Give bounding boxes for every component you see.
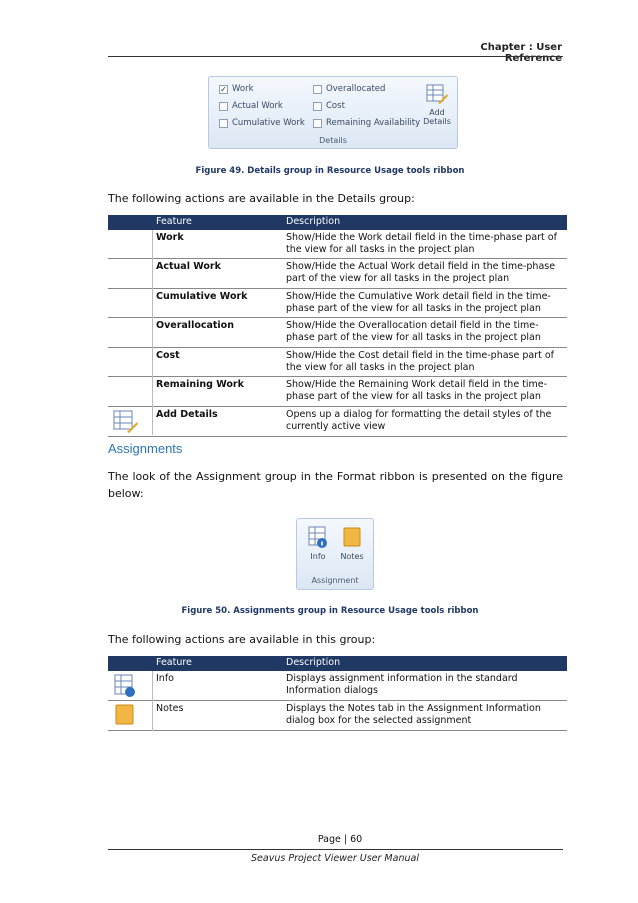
chapter-header: Chapter : User Reference bbox=[480, 42, 562, 64]
description-cell: Show/Hide the Actual Work detail field in the time-phase part of the view for all tasks in the project plan bbox=[286, 261, 556, 284]
table-divider bbox=[152, 671, 153, 731]
intro-paragraph-3: The following actions are available in this group: bbox=[108, 633, 376, 646]
details-group-label: Details bbox=[319, 136, 347, 145]
checkbox-label: Actual Work bbox=[232, 101, 283, 111]
feature-cell: Info bbox=[156, 673, 174, 684]
section-title: Assignments bbox=[108, 441, 183, 456]
feature-cell: Cost bbox=[156, 350, 180, 361]
table-row bbox=[108, 701, 567, 731]
feature-cell: Notes bbox=[156, 703, 184, 714]
info-label: Info bbox=[310, 552, 326, 561]
checkbox-overallocated[interactable] bbox=[313, 84, 385, 94]
table-row bbox=[108, 348, 567, 377]
manual-title: Seavus Project Viewer User Manual bbox=[251, 853, 419, 864]
footer-rule bbox=[108, 849, 563, 850]
notes-icon bbox=[110, 702, 140, 728]
checkbox-icon bbox=[313, 102, 322, 111]
table-row bbox=[108, 259, 567, 289]
figure-49-caption: Figure 49. Details group in Resource Usage tools ribbon bbox=[195, 166, 465, 176]
notes-icon bbox=[341, 525, 363, 549]
table-row bbox=[108, 318, 567, 348]
intro-paragraph-2: The look of the Assignment group in the Format ribbon is presented on the figure below: bbox=[108, 470, 563, 500]
add-details-icon bbox=[110, 408, 140, 434]
feature-cell: Actual Work bbox=[156, 261, 221, 272]
checkbox-work[interactable] bbox=[219, 84, 254, 94]
header-description: Description bbox=[286, 657, 341, 668]
checkbox-label: Cumulative Work bbox=[232, 118, 305, 128]
description-cell: Displays the Notes tab in the Assignment Information dialog box for the selected assignment bbox=[286, 703, 541, 726]
checkbox-label: Remaining Availability bbox=[326, 118, 421, 128]
details-actions-table bbox=[108, 215, 567, 437]
info-icon bbox=[110, 672, 140, 698]
checkbox-actual-work[interactable] bbox=[219, 101, 283, 111]
assignment-ribbon bbox=[296, 518, 374, 590]
add-details-button[interactable] bbox=[421, 83, 453, 126]
table-row bbox=[108, 289, 567, 318]
checkbox-cost[interactable] bbox=[313, 101, 345, 111]
table-row bbox=[108, 671, 567, 701]
feature-cell: Remaining Work bbox=[156, 379, 244, 390]
checkbox-icon bbox=[313, 119, 322, 128]
notes-button[interactable] bbox=[337, 525, 367, 561]
checkbox-icon bbox=[219, 119, 228, 128]
page-number: Page | 60 bbox=[317, 834, 363, 845]
table-row bbox=[108, 407, 567, 437]
table-row bbox=[108, 230, 567, 259]
checkbox-icon bbox=[219, 102, 228, 111]
description-cell: Show/Hide the Remaining Work detail field in the time-phase part of the view for all tasks in the project plan bbox=[286, 379, 548, 402]
table-row bbox=[108, 377, 567, 407]
assignment-group-label: Assignment bbox=[311, 576, 359, 585]
description-cell: Show/Hide the Work detail field in the time-phase part of the view for all tasks in the project plan bbox=[286, 232, 557, 255]
header-feature: Feature bbox=[156, 657, 192, 668]
info-icon bbox=[307, 525, 329, 549]
header-rule bbox=[108, 56, 563, 57]
figure-50-caption: Figure 50. Assignments group in Resource Usage tools ribbon bbox=[181, 606, 479, 616]
checkbox-icon bbox=[313, 85, 322, 94]
checkbox-remaining-availability[interactable] bbox=[313, 118, 420, 128]
intro-paragraph-1: The following actions are available in the Details group: bbox=[108, 192, 415, 205]
assignment-actions-table bbox=[108, 656, 567, 731]
add-details-icon bbox=[425, 83, 449, 105]
description-cell: Show/Hide the Cost detail field in the time-phase part of the view for all tasks in the project plan bbox=[286, 350, 555, 373]
description-cell: Show/Hide the Cumulative Work detail field in the time-phase part of the view for all tasks in the project plan bbox=[286, 291, 551, 314]
description-cell: Displays assignment information in the standard Information dialogs bbox=[286, 673, 518, 696]
table-header bbox=[108, 215, 567, 230]
feature-cell: Work bbox=[156, 232, 184, 243]
checkbox-label: Overallocated bbox=[326, 84, 386, 94]
checkbox-label: Cost bbox=[326, 101, 345, 111]
info-button[interactable] bbox=[303, 525, 333, 561]
add-details-label: Add Details bbox=[423, 108, 451, 126]
table-divider bbox=[152, 230, 153, 435]
feature-cell: Add Details bbox=[156, 409, 218, 420]
checkbox-label: Work bbox=[232, 84, 254, 94]
feature-cell: Overallocation bbox=[156, 320, 234, 331]
checkbox-cumulative-work[interactable] bbox=[219, 118, 305, 128]
header-feature: Feature bbox=[156, 216, 192, 227]
header-description: Description bbox=[286, 216, 341, 227]
notes-label: Notes bbox=[340, 552, 364, 561]
feature-cell: Cumulative Work bbox=[156, 291, 248, 302]
description-cell: Opens up a dialog for formatting the detail styles of the currently active view bbox=[286, 409, 552, 432]
table-header bbox=[108, 656, 567, 671]
details-ribbon bbox=[208, 76, 458, 149]
description-cell: Show/Hide the Overallocation detail field in the time-phase part of the view for all tasks in the project plan bbox=[286, 320, 541, 343]
checkbox-checked-icon: ✓ bbox=[220, 84, 227, 94]
